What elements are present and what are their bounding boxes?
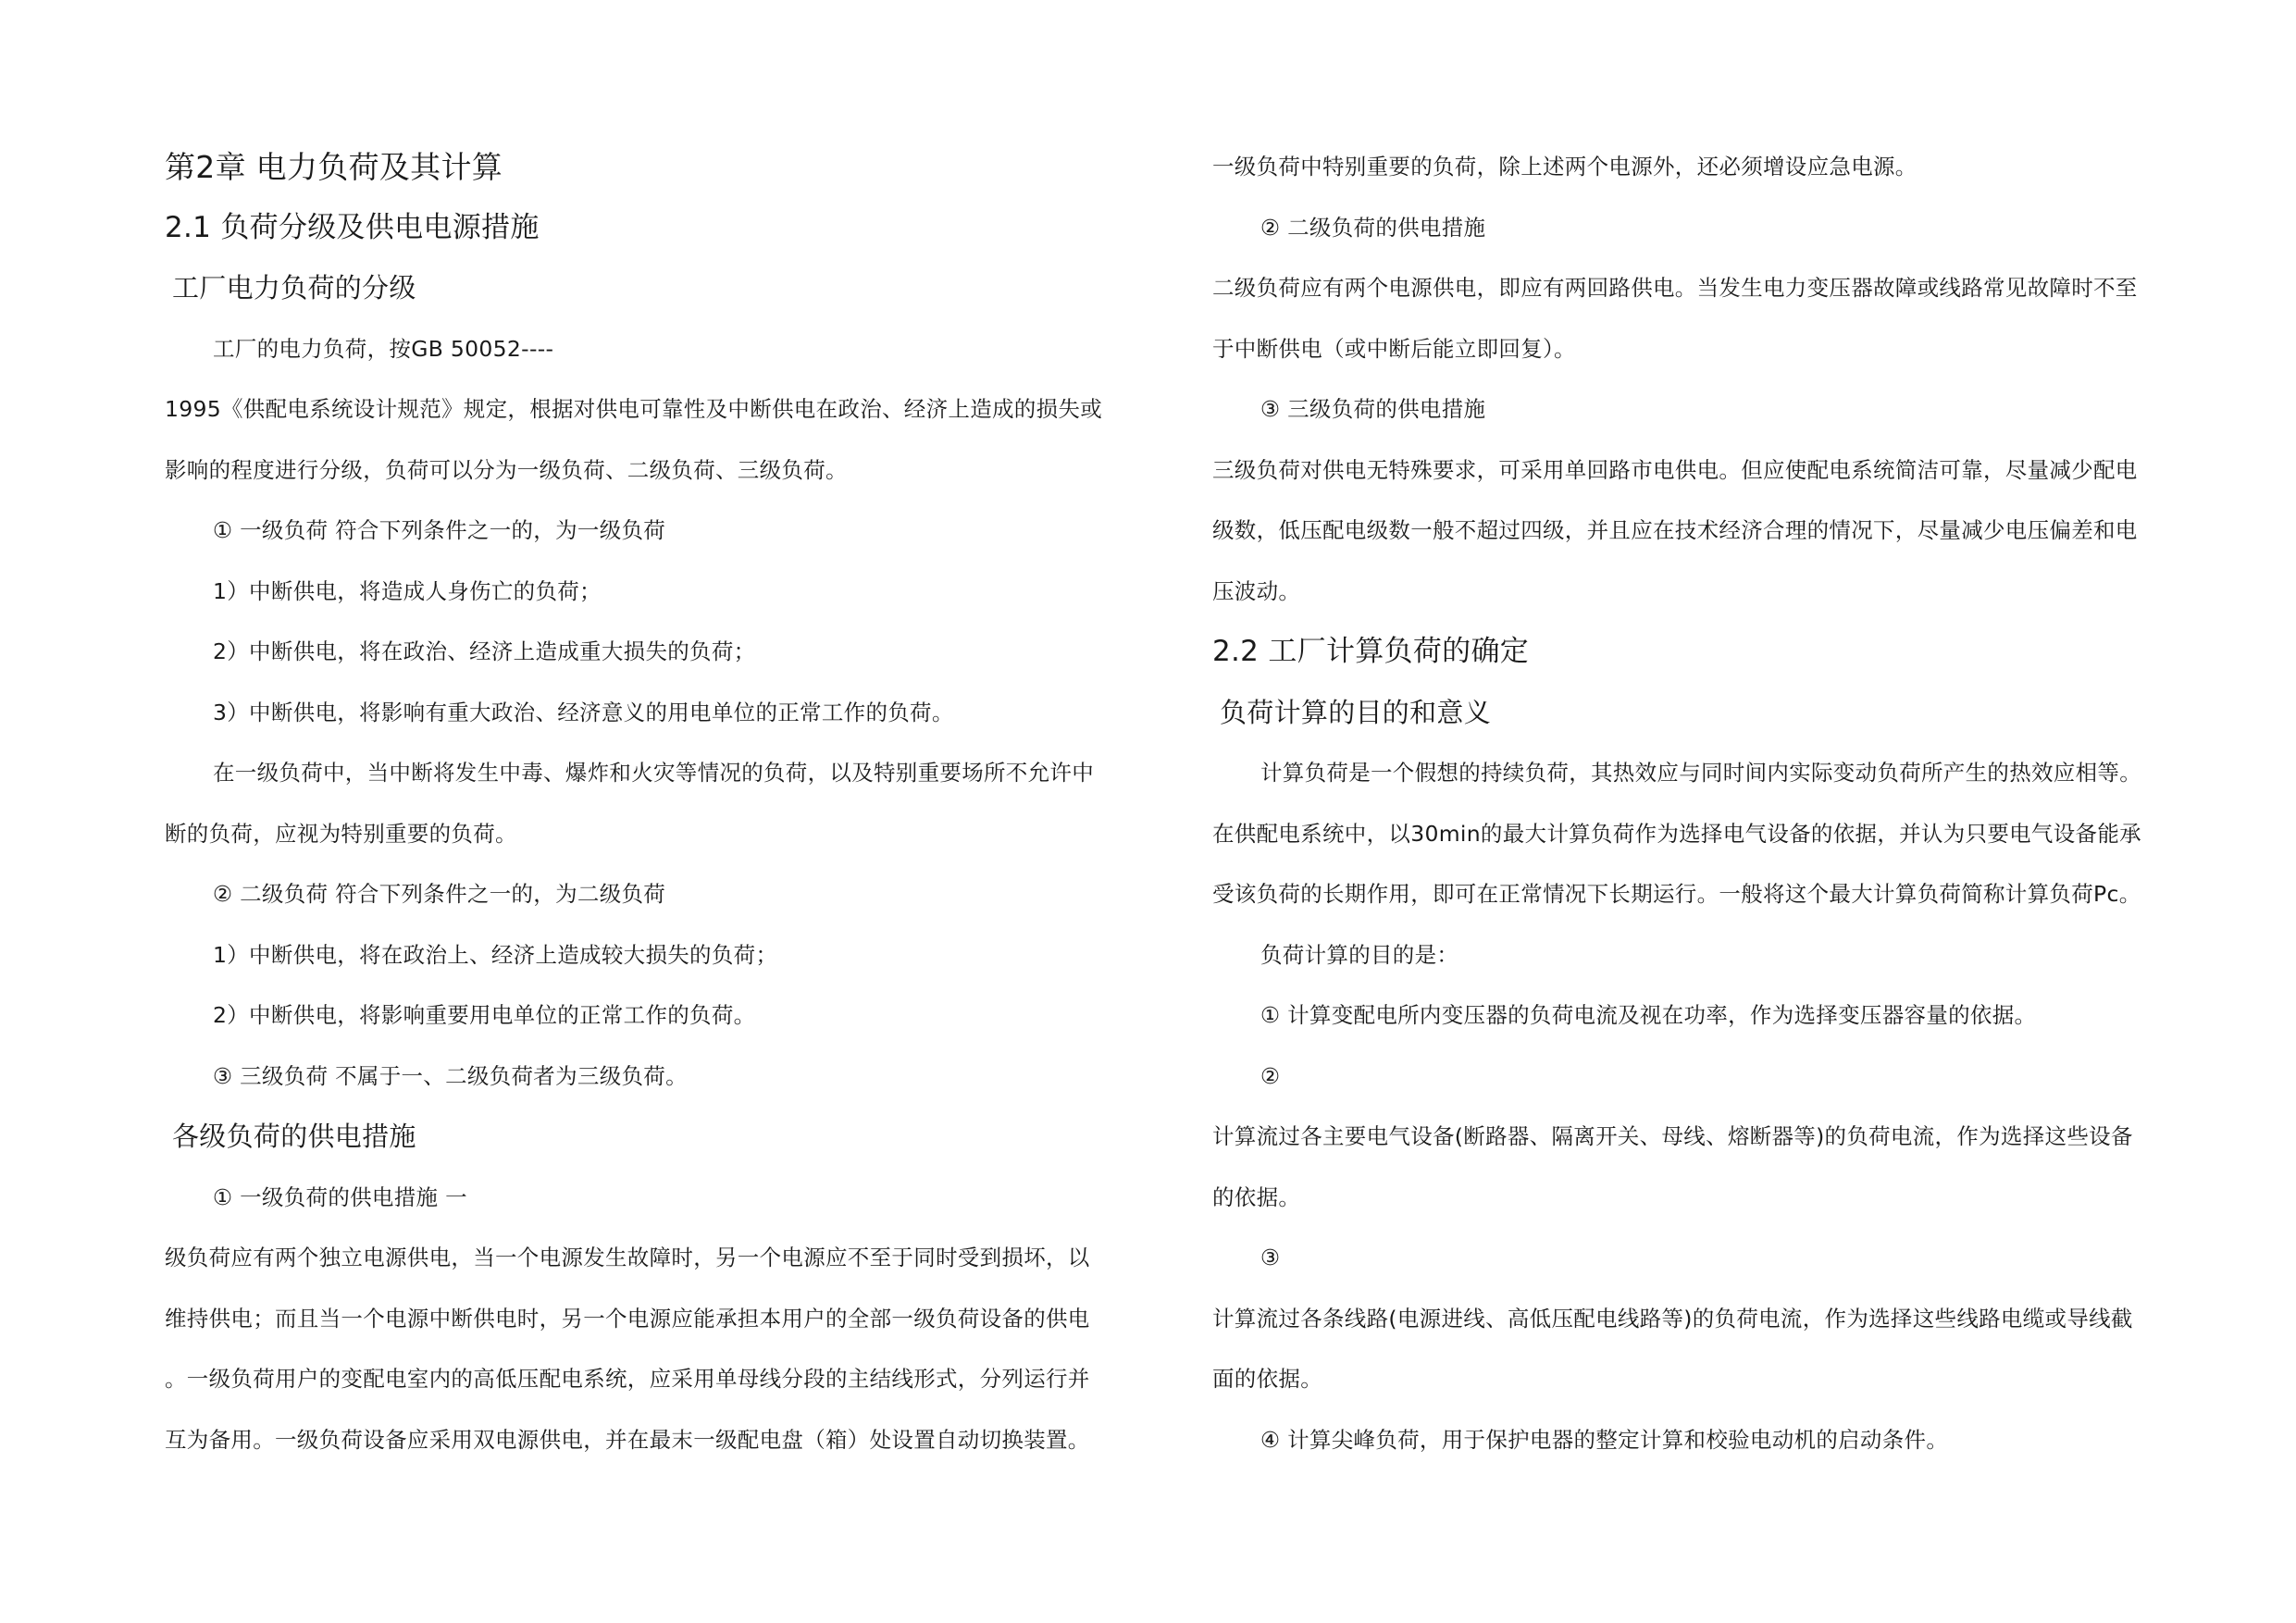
paragraph-line: 维持供电；而且当一个电源中断供电时，另一个电源应能承担本用户的全部一级负荷设备的供电 [165, 1305, 1090, 1332]
paragraph-line: 影响的程度进行分级，负荷可以分为一级负荷、二级负荷、三级负荷。 [165, 456, 848, 483]
paragraph-line: 级数，低压配电级数一般不超过四级，并且应在技术经济合理的情况下，尽量减少电压偏差和电 [1212, 517, 2138, 543]
paragraph-line: 受该负荷的长期作用，即可在正常情况下长期运行。一般将这个最大计算负荷简称计算负荷Pc。 [1212, 881, 2141, 907]
paragraph-line: 的依据。 [1212, 1183, 1301, 1210]
indented-line: ④ 计算尖峰负荷，用于保护电器的整定计算和校验电动机的启动条件。 [1260, 1426, 1949, 1453]
indented-line: ② 二级负荷 符合下列条件之一的，为二级负荷 [213, 881, 666, 907]
indented-line: ① 一级负荷的供电措施 一 [213, 1183, 467, 1210]
subsection-heading: 工厂电力负荷的分级 [172, 272, 416, 304]
indented-line: 在一级负荷中，当中断将发生中毒、爆炸和火灾等情况的负荷，以及特别重要场所不允许中 [213, 760, 1094, 786]
paragraph-line: 级负荷应有两个独立电源供电，当一个电源发生故障时，另一个电源应不至于同时受到损坏，以 [165, 1245, 1090, 1270]
paragraph-line: 计算流过各主要电气设备(断路器、隔离开关、母线、熔断器等)的负荷电流，作为选择这些设备 [1212, 1123, 2133, 1149]
paragraph-line: 压波动。 [1212, 577, 1301, 604]
indented-line: 2）中断供电，将影响重要用电单位的正常工作的负荷。 [213, 1002, 756, 1028]
indented-line: ② 二级负荷的供电措施 [1260, 214, 1486, 241]
chapter-heading: 第2章 电力负荷及其计算 [165, 149, 503, 185]
indented-line: 3）中断供电，将影响有重大政治、经济意义的用电单位的正常工作的负荷。 [213, 699, 954, 725]
paragraph-line: 二级负荷应有两个电源供电，即应有两回路供电。当发生电力变压器故障或线路常见故障时不至 [1212, 275, 2138, 301]
paragraph-line: 1995《供配电系统设计规范》规定，根据对供电可靠性及中断供电在政治、经济上造成的损失或 [165, 396, 1103, 422]
indented-line: 工厂的电力负荷，按GB 50052---- [213, 335, 554, 362]
indented-line: 1）中断供电，将造成人身伤亡的负荷； [213, 577, 602, 604]
paragraph-line: 互为备用。一级负荷设备应采用双电源供电，并在最末一级配电盘（箱）处设置自动切换装置。 [165, 1426, 1090, 1453]
indented-line: ③ 三级负荷的供电措施 [1260, 396, 1486, 422]
indented-line: ③ [1260, 1245, 1281, 1270]
right-column [1212, 137, 2193, 1470]
paragraph-line: 三级负荷对供电无特殊要求，可采用单回路市电供电。但应使配电系统简洁可靠，尽量减少配电 [1212, 456, 2138, 483]
indented-line: 1）中断供电，将在政治上、经济上造成较大损失的负荷； [213, 941, 778, 968]
indented-line: ① 一级负荷 符合下列条件之一的，为一级负荷 [213, 517, 666, 543]
indented-line: ② [1260, 1062, 1281, 1089]
subsection-heading: 负荷计算的目的和意义 [1220, 696, 1492, 728]
indented-line: ③ 三级负荷 不属于一、二级负荷者为三级负荷。 [213, 1062, 688, 1089]
indented-line: 2）中断供电，将在政治、经济上造成重大损失的负荷； [213, 638, 756, 664]
paragraph-line: 于中断供电（或中断后能立即回复）。 [1212, 335, 1576, 362]
indented-line: ① 计算变配电所内变压器的负荷电流及视在功率，作为选择变压器容量的依据。 [1260, 1002, 2037, 1028]
paragraph-line: 。一级负荷用户的变配电室内的高低压配电系统，应采用单母线分段的主结线形式，分列运行并 [165, 1366, 1090, 1392]
paragraph-line: 面的依据。 [1212, 1366, 1322, 1392]
paragraph-line: 在供配电系统中，以30min的最大计算负荷作为选择电气设备的依据，并认为只要电气设备能承 [1212, 820, 2141, 847]
paragraph-line: 一级负荷中特别重要的负荷，除上述两个电源外，还必须增设应急电源。 [1212, 154, 1917, 180]
indented-line: 负荷计算的目的是： [1260, 941, 1459, 968]
subsection-heading: 各级负荷的供电措施 [172, 1121, 416, 1152]
left-column [165, 137, 1146, 1470]
section-heading: 2.1 负荷分级及供电电源措施 [165, 210, 540, 244]
section-heading: 2.2 工厂计算负荷的确定 [1212, 635, 1530, 668]
paragraph-line: 计算流过各条线路(电源进线、高低压配电线路等)的负荷电流，作为选择这些线路电缆或导线截 [1212, 1305, 2133, 1332]
paragraph-line: 断的负荷，应视为特别重要的负荷。 [165, 820, 517, 847]
indented-line: 计算负荷是一个假想的持续负荷，其热效应与同时间内实际变动负荷所产生的热效应相等。 [1260, 760, 2141, 786]
